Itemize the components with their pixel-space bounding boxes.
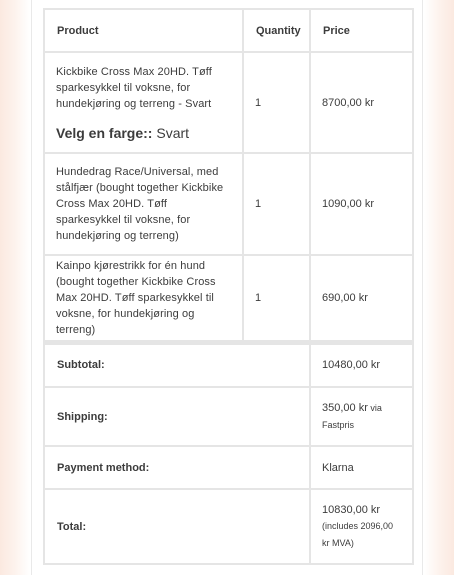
quantity-cell: 1 (243, 153, 310, 255)
total-label: Total: (44, 489, 310, 564)
price-cell: 8700,00 kr (310, 52, 413, 153)
product-name: Kainpo kjørestrikk for én hund (bought together Kickbike Cross Max 20HD. Tøff sparkesykkel til voksne, for hundekjøring og terreng) (56, 259, 216, 336)
total-row (44, 489, 413, 564)
price-cell: 690,00 kr (310, 255, 413, 342)
quantity-cell: 1 (243, 255, 310, 342)
price-cell: 1090,00 kr (310, 153, 413, 255)
shipping-value: 350,00 kr (322, 401, 368, 414)
order-details-panel (31, 0, 423, 575)
product-name: Kickbike Cross Max 20HD. Tøff sparkesykkel til voksne, for hundekjøring og terreng - Svart (56, 65, 212, 110)
product-name: Hundedrag Race/Universal, med stålfjær (bought together Kickbike Cross Max 20HD. Tøff sparkesykkel til voksne, for hundekjøring og terreng) (56, 166, 224, 242)
total-value-cell (310, 489, 413, 564)
payment-method-row (44, 446, 413, 489)
table-row (44, 52, 413, 153)
quantity-cell: 1 (243, 52, 310, 153)
table-row (44, 255, 413, 342)
header-product: Product (44, 9, 243, 52)
payment-method-label: Payment method: (44, 446, 310, 489)
tax-note: (includes 2096,00 kr MVA) (322, 520, 394, 548)
subtotal-value: 10480,00 kr (310, 342, 413, 387)
table-header-row (44, 9, 413, 52)
table-row (44, 153, 413, 255)
payment-method-value: Klarna (310, 446, 413, 489)
subtotal-label: Subtotal: (44, 342, 310, 387)
product-cell (44, 255, 243, 342)
variant-value: Svart (152, 124, 190, 141)
header-price: Price (310, 9, 413, 52)
shipping-label: Shipping: (44, 387, 310, 446)
product-variant (56, 124, 231, 142)
order-table (43, 8, 414, 565)
header-quantity: Quantity (243, 9, 310, 52)
product-cell (44, 52, 243, 153)
subtotal-row (44, 342, 413, 387)
shipping-value-cell (310, 387, 413, 446)
shipping-method: via Fastpris (322, 402, 382, 430)
product-cell (44, 153, 243, 255)
variant-label: Velg en farge:: (56, 124, 153, 141)
shipping-row (44, 387, 413, 446)
total-value: 10830,00 kr (322, 503, 381, 516)
